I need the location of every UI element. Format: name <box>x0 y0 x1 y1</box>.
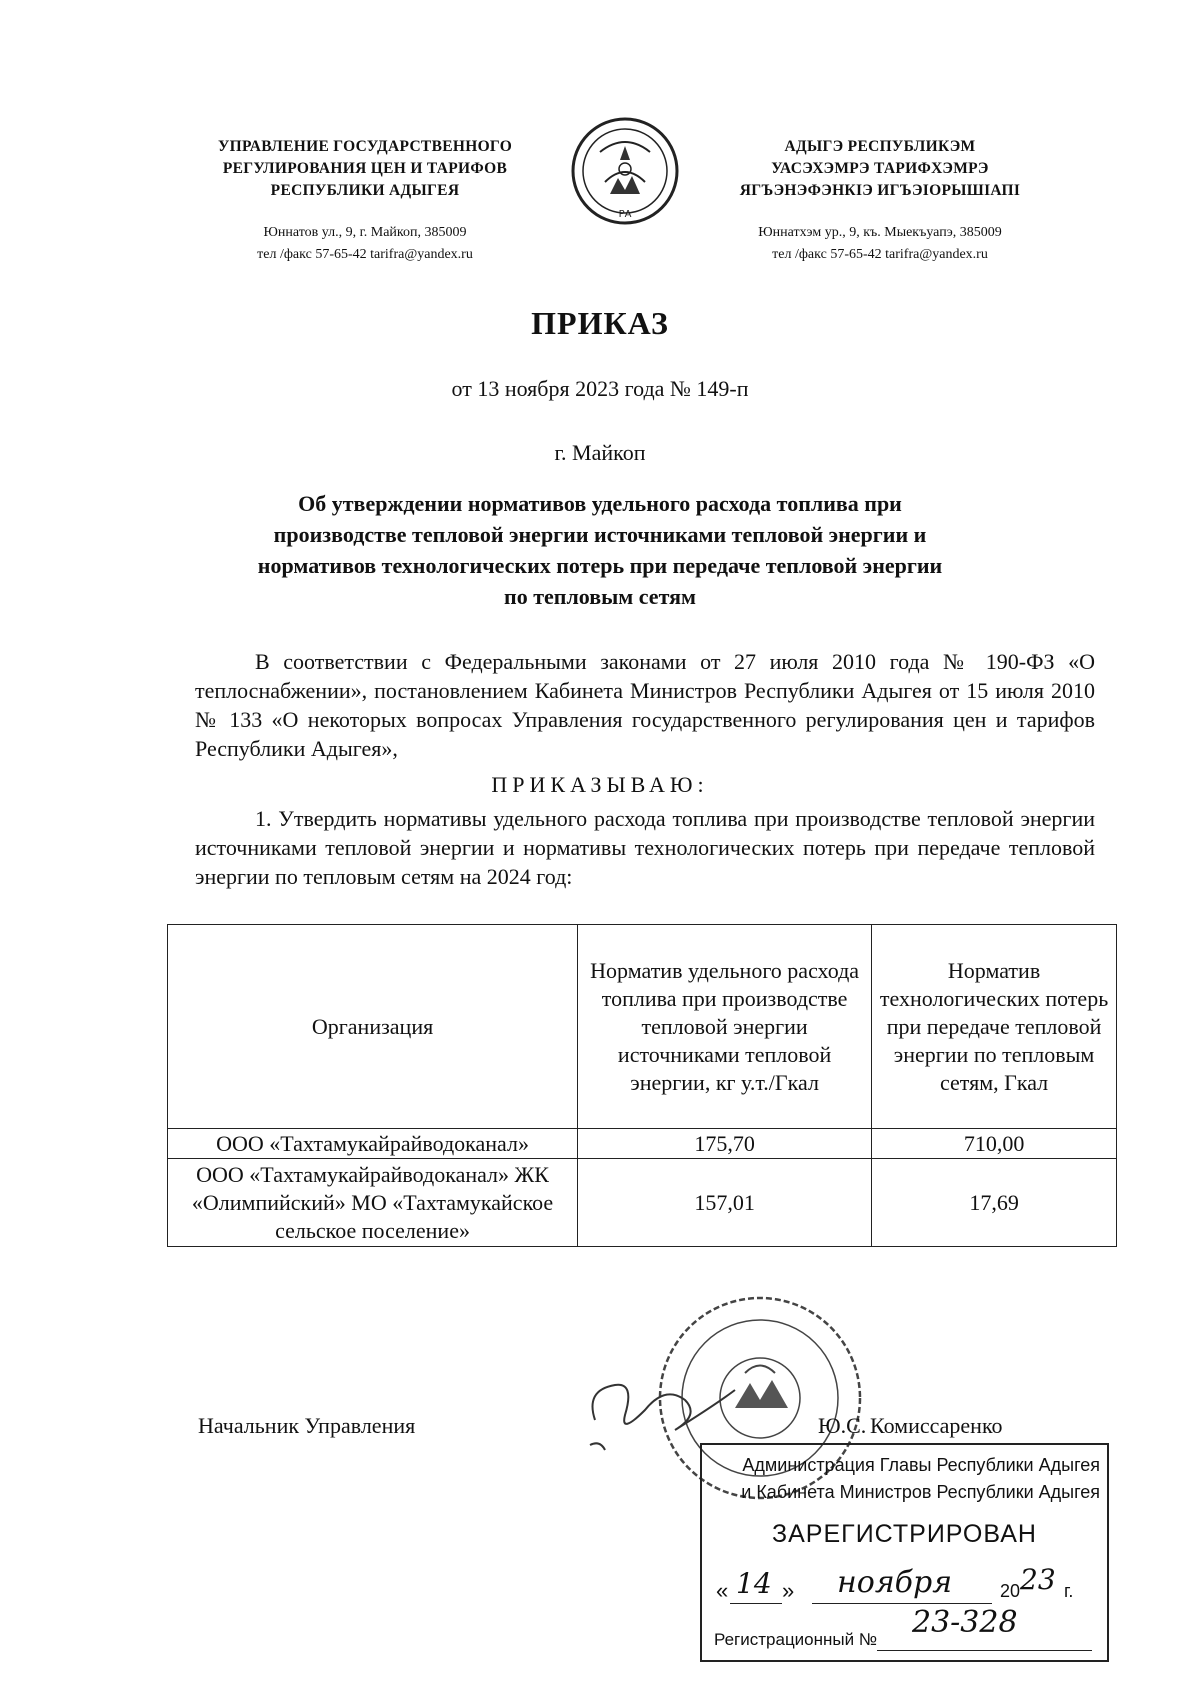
subject-line: нормативов технологических потерь при передаче тепловой энергии <box>257 553 943 578</box>
header-left-org <box>170 136 560 202</box>
stamp-open-quote: « <box>716 1578 729 1603</box>
order-subject <box>150 488 1050 612</box>
stamp-reg-label: Регистрационный № <box>714 1630 878 1649</box>
table-header-row <box>168 925 1117 1129</box>
signer-surname: Комиссаренко <box>870 1413 1003 1438</box>
stamp-status: ЗАРЕГИСТРИРОВАН <box>772 1520 1037 1548</box>
stamp-close-quote: » <box>782 1578 795 1603</box>
column-header-organization: Организация <box>168 925 578 1129</box>
org-phone-email-adyghe: тел /факс 57-65-42 tarifra@yandex.ru <box>772 247 988 262</box>
org-name-line2: РЕГУЛИРОВАНИЯ ЦЕН И ТАРИФОВ <box>222 160 508 177</box>
subject-line: по тепловым сетям <box>504 584 696 609</box>
stamp-day: 14 <box>736 1567 772 1600</box>
stamp-authority-line1: Администрация Главы Республики Адыгея <box>742 1455 1100 1475</box>
header-right-contacts <box>700 222 1060 266</box>
signer-initials: Ю.С. <box>818 1413 867 1438</box>
stamp-day-underline <box>730 1603 782 1604</box>
item-1-paragraph: 1. Утвердить нормативы удельного расхода топлива при производстве тепловой энергии источниками тепловой энергии и нормативы технологических потерь при передаче тепловой энергии по тепловым сетям на 2024 год: <box>195 806 1095 889</box>
signer-position: Начальник Управления <box>198 1413 416 1438</box>
subject-line: Об утверждении нормативов удельного расхода топлива при <box>298 491 902 516</box>
org-address-adyghe: Юннатхэм ур., 9, къ. Мыекъуапэ, 385009 <box>758 225 1002 240</box>
norms-table <box>167 924 1117 1247</box>
stamp-reg-underline <box>877 1650 1092 1651</box>
republic-emblem-icon <box>560 112 690 230</box>
svg-text:РА: РА <box>618 209 632 220</box>
column-header-loss-norm: Норматив технологических потерь при передаче тепловой энергии по тепловым сетям, Гкал <box>872 925 1117 1129</box>
cell-loss-norm: 710,00 <box>872 1129 1117 1159</box>
table-row <box>168 1129 1117 1159</box>
stamp-authority-line2: и Кабинета Министров Республики Адыгея <box>741 1482 1100 1502</box>
order-city: г. Майкоп <box>554 440 646 465</box>
table-row <box>168 1159 1117 1247</box>
cell-loss-norm: 17,69 <box>872 1159 1117 1247</box>
cell-fuel-norm: 157,01 <box>578 1159 872 1247</box>
column-header-fuel-norm: Норматив удельного расхода топлива при производстве тепловой энергии источниками тепловой энергии, кг у.т./Гкал <box>578 925 872 1129</box>
stamp-reg-number: 23-328 <box>912 1605 1018 1640</box>
order-directive: ПРИКАЗЫВАЮ: <box>491 772 709 797</box>
header-right-org <box>700 136 1060 202</box>
org-name-adyghe-line2: УАСЭХЭМРЭ ТАРИФХЭМРЭ <box>771 160 989 177</box>
order-date-number: от 13 ноября 2023 года № 149-п <box>451 376 749 401</box>
org-name-line3: РЕСПУБЛИКИ АДЫГЕЯ <box>270 182 460 199</box>
subject-line: производстве тепловой энергии источниками тепловой энергии и <box>273 522 927 547</box>
cell-organization: ООО «Тахтамукайрайводоканал» ЖК «Олимпийский» МО «Тахтамукайское сельское поселение» <box>168 1159 578 1247</box>
stamp-year-unit: г. <box>1064 1581 1074 1601</box>
org-name-line1: УПРАВЛЕНИЕ ГОСУДАРСТВЕННОГО <box>217 138 513 155</box>
cell-organization: ООО «Тахтамукайрайводоканал» <box>168 1129 578 1159</box>
registration-stamp <box>700 1443 1109 1662</box>
stamp-year-prefix: 20 <box>1000 1581 1021 1601</box>
preamble-paragraph: В соответствии с Федеральными законами от 27 июля 2010 года № 190-ФЗ «О теплоснабжении», постановлением Кабинета Министров Республики Адыгея от 15 июля 2010 № 133 «О некоторых вопросах Управления государственного регулирования цен и тарифов Республики Адыгея», <box>195 649 1095 761</box>
org-name-adyghe-line1: АДЫГЭ РЕСПУБЛИКЭМ <box>784 138 976 155</box>
org-address: Юннатов ул., 9, г. Майкоп, 385009 <box>263 225 467 240</box>
document-title: ПРИКАЗ <box>531 305 669 341</box>
stamp-month-underline <box>812 1603 992 1604</box>
header-left-contacts <box>170 222 560 266</box>
org-name-adyghe-line3: ЯГЪЭНЭФЭНКIЭ ИГЪЭIОРЫШIАПI <box>739 182 1021 199</box>
cell-fuel-norm: 175,70 <box>578 1129 872 1159</box>
stamp-year-suffix: 23 <box>1020 1563 1056 1596</box>
org-phone-email: тел /факс 57-65-42 tarifra@yandex.ru <box>257 247 473 262</box>
stamp-month: ноября <box>837 1565 953 1600</box>
